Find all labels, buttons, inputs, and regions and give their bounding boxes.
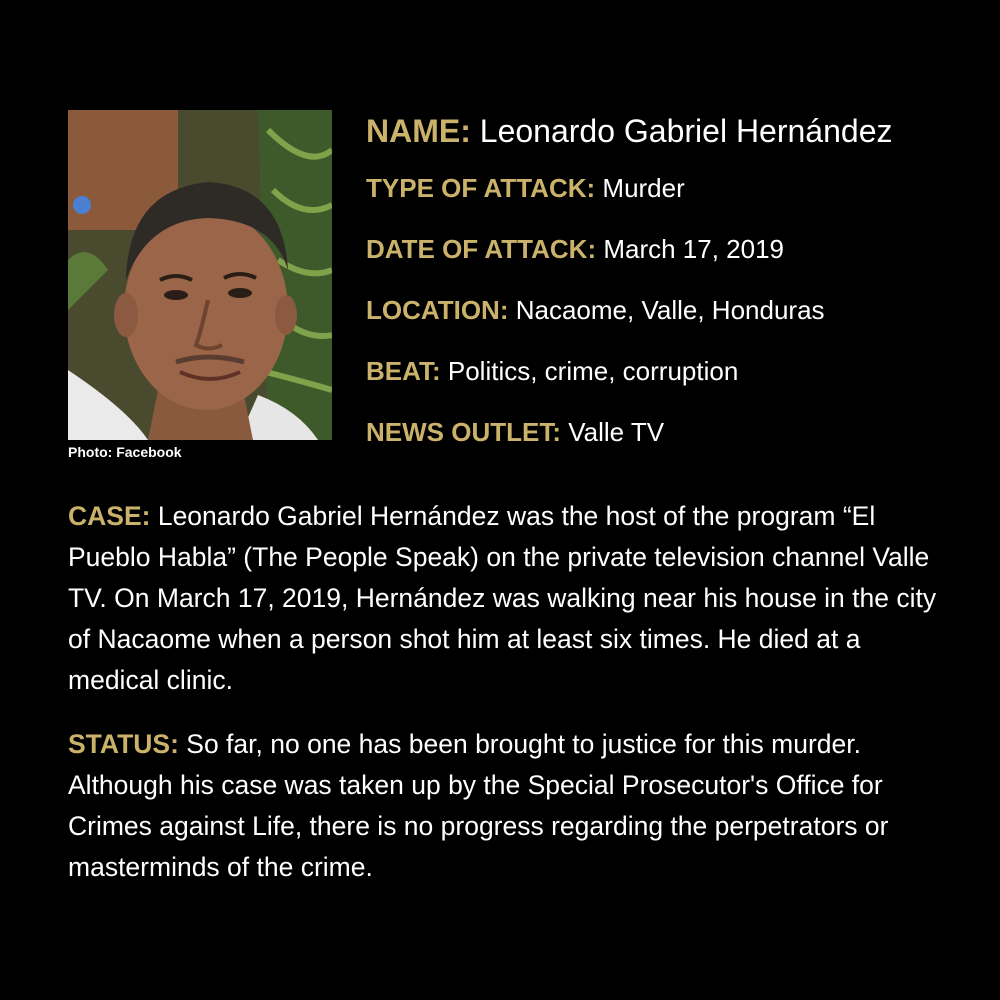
case-text: Leonardo Gabriel Hernández was the host of the program “El Pueblo Habla” (The People Speak) on the private television channel Valle TV. On March 17, 2019, Hernández was walking near his house in the city of Nacaome when a person shot him at least six times. He died at a medical clinic. <box>68 501 937 695</box>
portrait-photo <box>68 110 332 440</box>
fact-beat-label: BEAT: <box>366 356 441 386</box>
fact-location-value: Nacaome, Valle, Honduras <box>515 295 825 325</box>
status-paragraph <box>68 724 948 888</box>
case-label: CASE: <box>68 501 151 531</box>
fact-name <box>366 110 986 152</box>
fact-list <box>366 110 986 449</box>
fact-news-outlet-value: Valle TV <box>568 417 665 447</box>
case-paragraph <box>68 496 948 701</box>
fact-type-of-attack <box>366 171 986 205</box>
fact-beat-value: Politics, crime, corruption <box>447 356 739 386</box>
fact-news-outlet-label: NEWS OUTLET: <box>366 417 561 447</box>
fact-location-label: LOCATION: <box>366 295 509 325</box>
fact-date-of-attack-label: DATE OF ATTACK: <box>366 234 597 264</box>
fact-news-outlet <box>366 415 986 449</box>
fact-name-label: NAME: <box>366 113 471 149</box>
status-text: So far, no one has been brought to justice for this murder. Although his case was taken up by the Special Prosecutor's Office for Crimes against Life, there is no progress regarding the perpetrators or masterminds of the crime. <box>68 729 889 882</box>
fact-type-of-attack-label: TYPE OF ATTACK: <box>366 173 596 203</box>
fact-name-value: Leonardo Gabriel Hernández <box>479 113 893 149</box>
fact-location <box>366 293 986 327</box>
photo-credit: Photo: Facebook <box>68 444 182 460</box>
fact-beat <box>366 354 986 388</box>
fact-date-of-attack <box>366 232 986 266</box>
fact-type-of-attack-value: Murder <box>602 173 685 203</box>
status-label: STATUS: <box>68 729 179 759</box>
fact-date-of-attack-value: March 17, 2019 <box>603 234 785 264</box>
